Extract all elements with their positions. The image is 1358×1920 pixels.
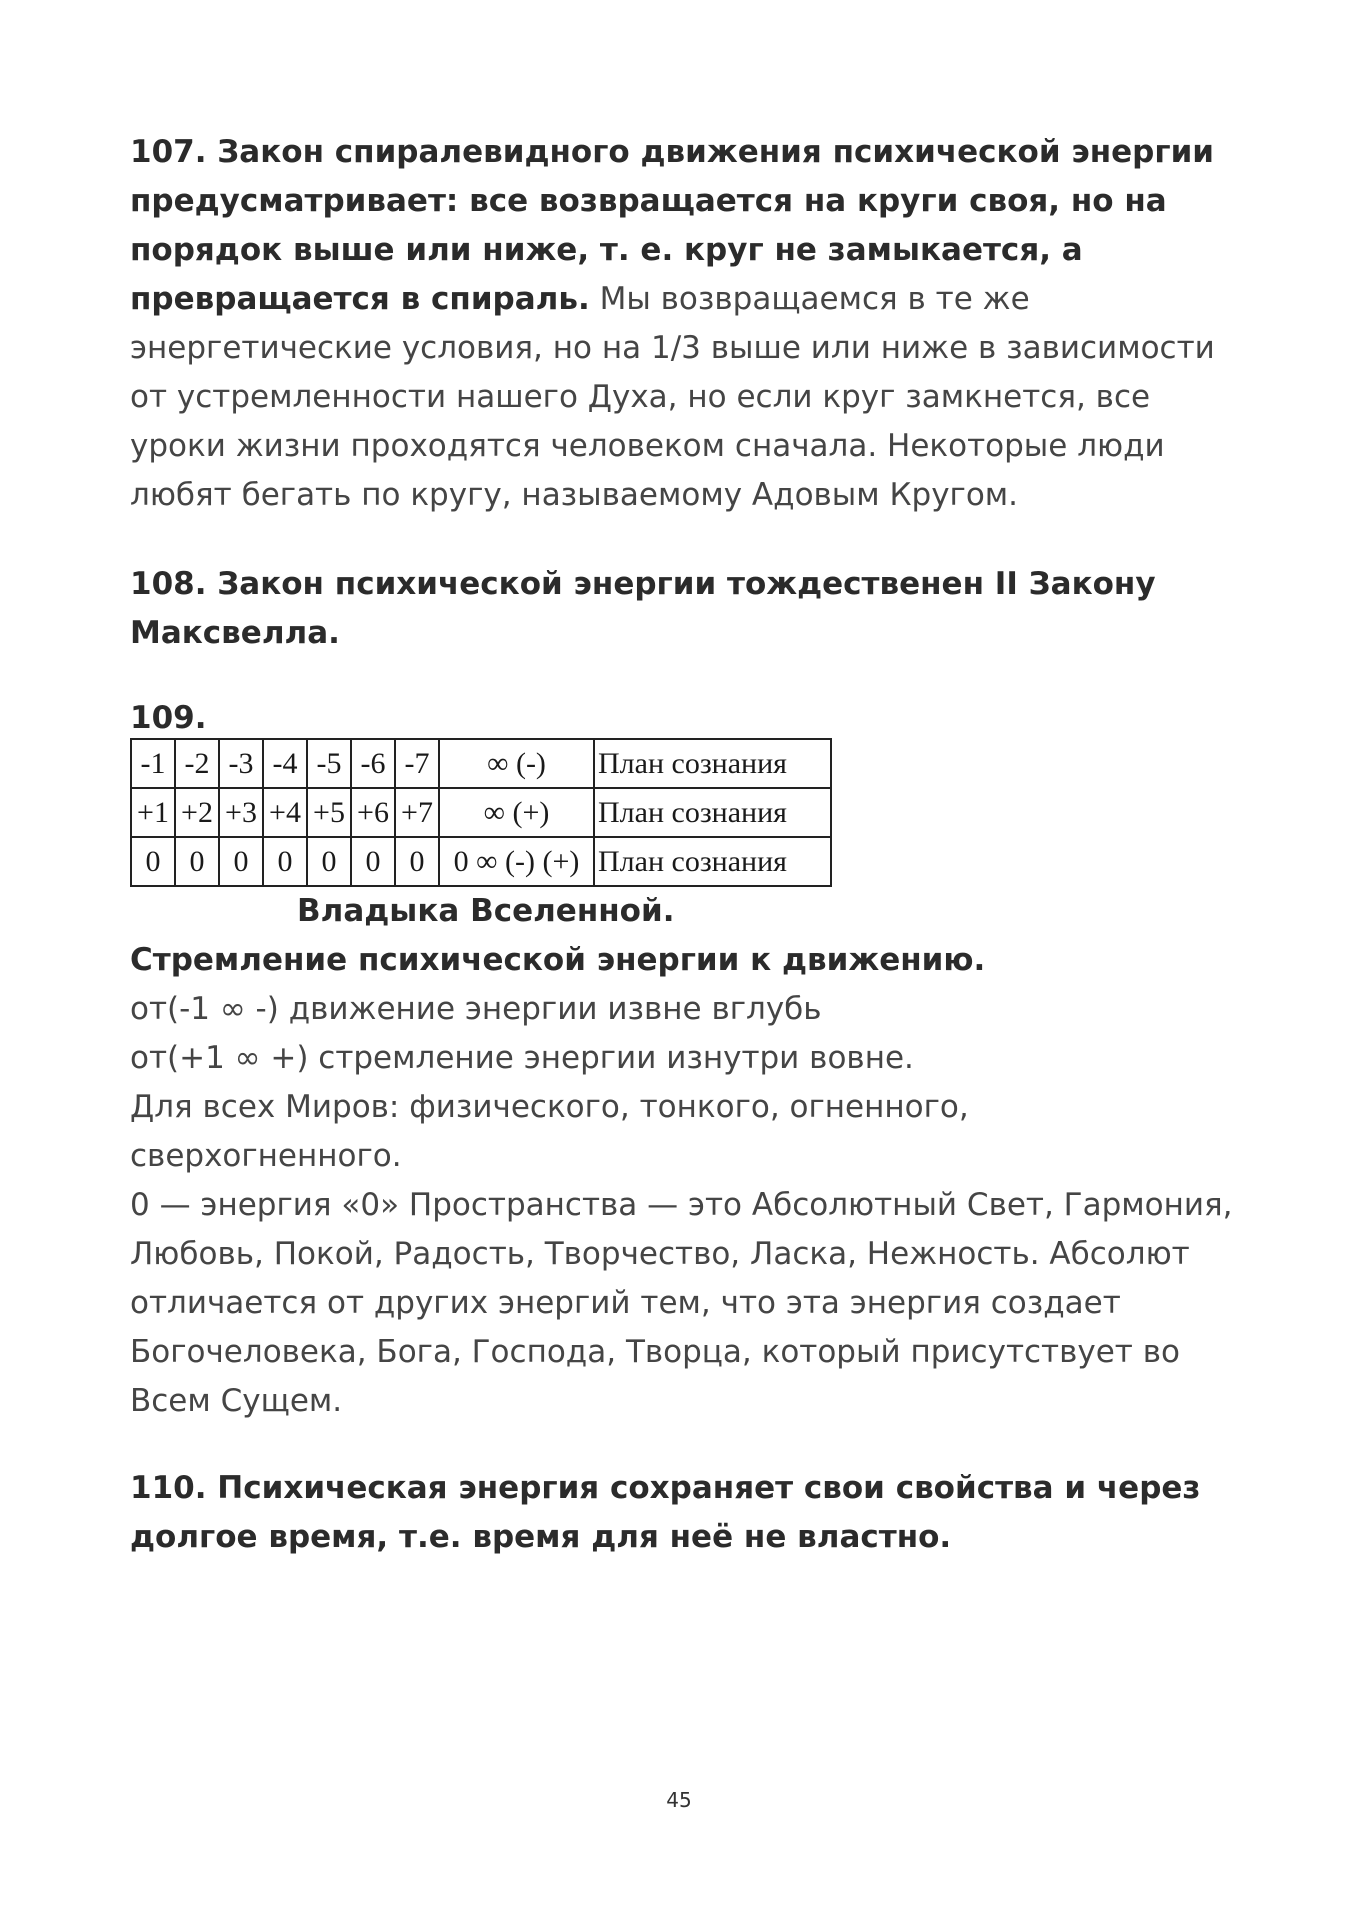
table-cell: 0 [263,837,307,886]
table-cell: -5 [307,739,351,788]
table-cell-plan: План сознания [594,788,831,837]
paragraph-107-regular-text: Мы возвращаемся в те же энергетические условия, но на 1/3 выше или ниже в зависимости от устремленности нашего Духа, но если круг замкнется, все уроки жизни проходятся человеком сначала. Некоторые люди любят бегать по кругу, называемому Адовым Кругом. [130,281,1215,513]
table-cell-plan: План сознания [594,739,831,788]
paragraph-107-bold-text: . Закон спиралевидного движения психической энергии предусматривает: все возвращается на круги своя, но на порядок выше или ниже, т. е. круг не замыкается, а превращается в спираль. [130,134,1215,317]
table-cell: -4 [263,739,307,788]
table-cell: -7 [395,739,439,788]
paragraph-109-line: от(-1 ∞ -) движение энергии извне вглубь [130,991,822,1027]
table-cell: 0 [175,837,219,886]
table-cell: +6 [351,788,395,837]
paragraph-107 [130,128,1240,520]
paragraph-109-line: 0 — энергия «0» Пространства — это Абсолютный Свет, Гармония, Любовь, Покой, Радость, Творчество, Ласка, Нежность. Абсолют отличается от других энергий тем, что эта энергия создает Богочеловека, Бога, Господа, Творца, который присутствует во Всем Сущем. [130,1187,1233,1419]
table-row [131,739,831,788]
table-cell-infinity: ∞ (+) [439,788,594,837]
paragraph-109-subheading: Стремление психической энергии к движению. [130,942,986,978]
table-cell: +1 [131,788,175,837]
table-cell-infinity: 0 ∞ (-) (+) [439,837,594,886]
paragraph-109-lines [130,985,1240,1426]
table-cell: 0 [131,837,175,886]
table-cell: +7 [395,788,439,837]
table-cell: -2 [175,739,219,788]
paragraph-109-line: от(+1 ∞ +) стремление энергии изнутри вовне. [130,1040,914,1076]
vladyka-caption: Владыка Вселенной. [297,893,675,929]
table-cell-plan: План сознания [594,837,831,886]
table-row [131,837,831,886]
table-cell: 0 [219,837,263,886]
table-cell: +5 [307,788,351,837]
table-cell: 0 [307,837,351,886]
table-cell: +3 [219,788,263,837]
paragraph-107-number: 107 [130,134,195,170]
table-row [131,788,831,837]
table-cell-infinity: ∞ (-) [439,739,594,788]
table-cell: 0 [395,837,439,886]
table-cell: +4 [263,788,307,837]
page-number: 45 [666,1788,692,1812]
document-page [130,128,1240,1562]
table-cell: -1 [131,739,175,788]
paragraph-109-heading: 109. [130,700,207,736]
table-cell: 0 [351,837,395,886]
table-cell: -6 [351,739,395,788]
paragraph-110: 110. Психическая энергия сохраняет свои свойства и через долгое время, т.е. время для неё не властно. [130,1470,1201,1555]
table-cell: -3 [219,739,263,788]
table-cell: +2 [175,788,219,837]
paragraph-109-line: Для всех Миров: физического, тонкого, огненного, сверхогненного. [130,1089,969,1174]
consciousness-plan-table [130,738,832,887]
paragraph-108: 108. Закон психической энергии тождественен II Закону Максвелла. [130,566,1156,651]
